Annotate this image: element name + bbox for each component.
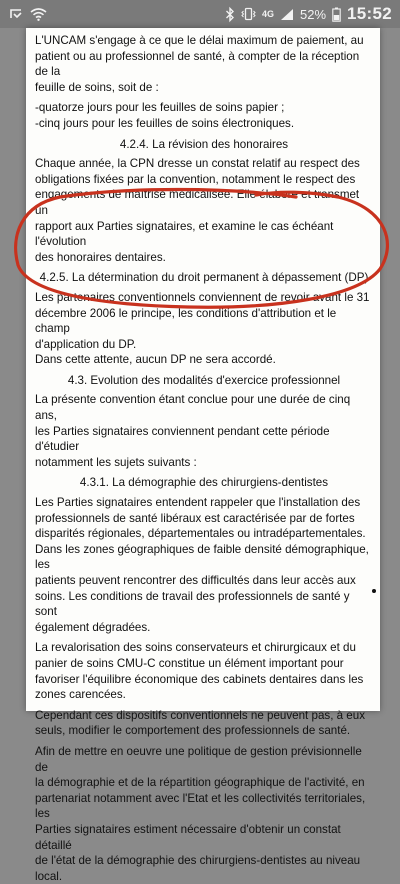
status-bar [0,0,400,28]
wifi-icon [30,8,47,21]
status-bar-right [225,4,392,24]
text-line: Les Parties signataires entendent rappeler que l'installation des [35,496,361,510]
text-line: zones carencées. [35,688,126,702]
section-heading-4-3-1: 4.3.1. La démographie des chirurgiens-dentistes [79,476,329,490]
section-4-3-1-paragraph-4 [35,744,373,884]
text-line: obligations fixées par la convention, notamment le respect des [35,172,356,186]
section-heading-4-2-4: 4.2.4. La révision des honoraires [119,137,289,151]
text-line: la démographie et de la répartition géographique de l'activité, en [35,776,365,790]
text-line: de l'état de la démographie des chirurgiens-dentistes au niveau [35,854,361,868]
section-4-2-5-paragraph [35,290,373,368]
text-line: Afin de mettre en oeuvre une politique de gestion prévisionnelle de [35,744,362,774]
text-line: feuille de soins, soit de : [35,80,159,94]
text-line: également dégradées. [35,620,151,634]
text-line: Dans cette attente, aucun DP ne sera accordé. [35,353,276,367]
notification-icon [8,7,24,21]
section-heading-4-2-5: 4.2.5. La détermination du droit permanent à dépassement (DP) [39,271,369,285]
document-page[interactable] [26,28,380,883]
text-line: partenariat notamment avec l'Etat et les collectivités territoriales, les [35,791,366,821]
text-line: engagements de maîtrise médicalisée. Elle élabore et transmet un [35,188,360,217]
text-line: panier de soins CMU-C constitue un élément important pour [35,656,344,670]
text-line: rapport aux Parties signataires, et examine le cas échéant l'évolution [35,219,334,249]
battery-icon [332,7,341,22]
section-heading-4-3: 4.3. Evolution des modalités d'exercice professionnel [67,373,341,387]
text-line: Dans les zones géographiques de faible densité démographique, les [35,542,369,572]
text-line: d'application du DP. [35,337,137,351]
document-content [26,28,380,884]
section-4-2-4-paragraph [35,156,373,265]
network-type-label: 4G [261,8,274,19]
list-item: -quatorze jours pour les feuilles de soins papier ; [35,101,285,115]
text-line: professionnels de santé libéraux est caractérisée par de fortes [35,511,355,525]
text-line: Les partenaires conventionnels conviennent de revoir avant le 31 [35,290,370,304]
text-line: disparités régionales, départementales ou intradépartementales. [35,527,366,541]
clock: 15:52 [347,4,392,23]
vibrate-icon [241,7,256,21]
text-line: soins. Les conditions de travail des professionnels de santé y sont [35,589,350,619]
signal-icon [280,8,294,21]
text-line: Parties signataires estiment nécessaire d'obtenir un constat détaillé [35,822,341,852]
text-line: patient ou au professionnel de santé, à compter de la réception de la [35,49,360,79]
text-line: La présente convention étant conclue pour une durée de cinq ans, [35,393,351,423]
section-4-3-paragraph [35,392,373,470]
text-line: patients peuvent rencontrer des difficultés dans leur accès aux [35,574,356,587]
list-item: -cinq jours pour les feuilles de soins électroniques. [35,116,295,130]
scroll-indicator-dot [372,589,376,593]
text-line: des honoraires dentaires. [35,250,166,264]
text-line: Cependant ces dispositifs conventionnels ne peuvent pas, à eux [35,708,365,722]
section-4-3-1-paragraph-2 [35,640,373,702]
section-4-3-1-paragraph-1 [35,495,373,635]
intro-paragraph [35,33,373,95]
text-line: L'UNCAM s'engage à ce que le délai maximum de paiement, au [35,34,364,47]
text-line: les Parties signataires conviennent pendant cette période d'étudier [35,424,330,454]
text-line: favoriser l'équilibre économique des cabinets dentaires dans les [35,672,364,686]
text-line: décembre 2006 le principe, les conditions d'attribution et le champ [35,306,337,336]
delay-list [35,100,373,131]
text-line: La revalorisation des soins conservateurs et chirurgicaux et du [35,641,356,655]
section-4-3-1-paragraph-3 [35,708,373,739]
bluetooth-icon [225,7,235,22]
battery-percentage: 52% [299,6,327,22]
text-line: notamment les sujets suivants : [35,455,197,469]
text-line: seuls, modifier le comportement des professionnels de santé. [35,724,351,738]
text-line: local. [35,869,63,883]
status-bar-left [8,7,47,21]
text-line: Chaque année, la CPN dresse un constat relatif au respect des [35,157,360,171]
